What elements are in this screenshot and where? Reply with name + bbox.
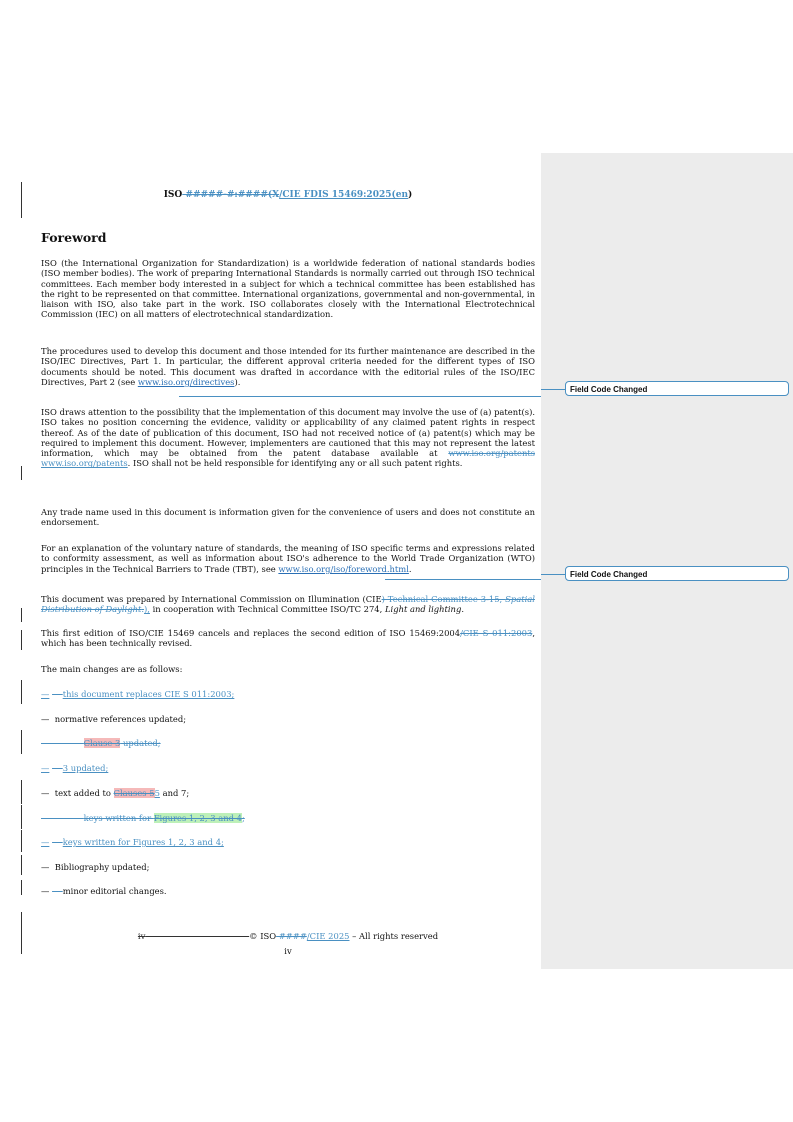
patents-link[interactable]: www.iso.org/patents: [41, 458, 128, 469]
list-item: keys written for Figures 1, 2, 3 and 4;: [83, 813, 245, 823]
change-bar: [21, 912, 22, 954]
paragraph-prepared-by: This document was prepared by International Commission on Illumination (CIE) Technical Committee 3-15, Spatial Distribution of Daylight.), in cooperation with Technical Committee ISO/TC 274, Light and lighting.: [41, 594, 535, 615]
comment-connector: [385, 579, 541, 580]
list-item: — minor editorial changes.: [41, 886, 167, 896]
paragraph-main-changes: The main changes are as follows:: [41, 664, 183, 674]
directives-link[interactable]: www.iso.org/directives: [137, 376, 235, 387]
paragraph-iso-intro: ISO (the International Organization for Standardization) is a worldwide federation of national standards bodies (ISO member bodies). The work of preparing International Standards is normally carried out through ISO technical committees. Each member body interested in a subject for which a technical committee has been established has the right to be represented on that committee. International organizations, governmental and non-governmental, in liaison with ISO, also take part in the work. ISO collaborates closely with the International Electrotechnical Commission (IEC) on all matters of electrotechnical standardization.: [41, 258, 535, 320]
change-bar: [21, 880, 22, 895]
list-item: — this document replaces CIE S 011:2003;: [41, 689, 235, 699]
list-item: — 3 updated;: [41, 763, 109, 773]
change-bar: [21, 630, 22, 650]
paragraph-patents: ISO draws attention to the possibility that the implementation of this document may involve the use of (a) patent(s). ISO takes no position concerning the evidence, validity or applicability of any claimed patent rights in respect thereof. As of the date of publication of this document, ISO had not received notice of (a) patent(s) which may be required to implement this document. However, implementers are cautioned that this may not represent the latest information, which may be obtained from the patent database available at www.iso.org/patents www.iso.org/patents. ISO shall not be held responsible for identifying any or all such patent rights.: [41, 407, 535, 469]
page-title: Foreword: [41, 230, 107, 245]
change-bar: [21, 680, 22, 704]
change-bar: [21, 780, 22, 804]
page-footer: iv © ISO ####/CIE 2025 – All rights reserved: [137, 931, 439, 941]
paragraph-trade-name: Any trade name used in this document is information given for the convenience of users and does not constitute an endorsement.: [41, 507, 535, 528]
paragraph-procedures: The procedures used to develop this document and those intended for its further maintenance are described in the ISO/IEC Directives, Part 1. In particular, the different approval criteria needed for the different types of ISO documents should be noted. This document was drafted in accordance with the editorial rules of the ISO/IEC Directives, Part 2 (see www.iso.org/directives).: [41, 346, 535, 387]
change-bar: [21, 830, 22, 852]
list-item: — keys written for Figures 1, 2, 3 and 4;: [41, 837, 224, 847]
change-bar: [21, 855, 22, 875]
comment-balloon[interactable]: Field Code Changed: [565, 381, 789, 396]
change-bar: [21, 466, 22, 480]
comment-connector: [541, 574, 565, 575]
change-bar: [21, 608, 22, 622]
comment-balloon[interactable]: Field Code Changed: [565, 566, 789, 581]
list-item: — Bibliography updated;: [41, 862, 150, 872]
document-header: ISO #####-#:####(X/CIE FDIS 15469:2025(en): [163, 190, 413, 200]
list-item: — text added to Clauses 55 and 7;: [41, 788, 190, 798]
comment-connector: [541, 389, 565, 390]
comment-connector: [179, 396, 541, 397]
change-bar: [21, 805, 22, 829]
comment-pane: [541, 153, 793, 969]
page-number: iv: [284, 946, 292, 956]
change-bar: [21, 182, 22, 218]
list-item: Clause 3 updated;: [83, 738, 161, 748]
change-bar: [21, 730, 22, 754]
paragraph-voluntary-nature: For an explanation of the voluntary nature of standards, the meaning of ISO specific terms and expressions related to conformity assessment, as well as information about ISO's adherence to the World Trade Organization (WTO) principles in the Technical Barriers to Trade (TBT), see www.iso.org/iso/foreword.html.: [41, 543, 535, 574]
paragraph-edition: This first edition of ISO/CIE 15469 cancels and replaces the second edition of ISO 15469:2004/CIE S 011:2003, which has been technically revised.: [41, 628, 535, 649]
foreword-link[interactable]: www.iso.org/iso/foreword.html: [278, 563, 409, 574]
list-item: — normative references updated;: [41, 714, 187, 724]
